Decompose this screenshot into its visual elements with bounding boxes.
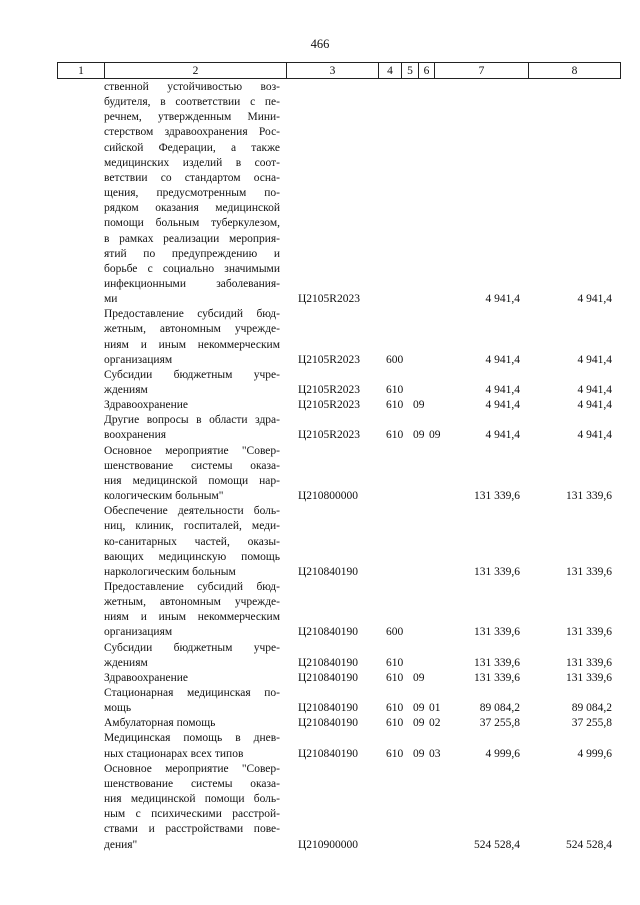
row-value-8: 4 941,4 — [577, 383, 612, 396]
row-name-line: Здравоохранение — [104, 399, 189, 412]
row-name — [104, 686, 280, 716]
row-value-8: 4 941,4 — [577, 353, 612, 366]
row-name-line: наркологическим больным — [104, 565, 236, 578]
table-row — [0, 504, 640, 580]
row-value-8: 524 528,4 — [566, 838, 612, 851]
row-name-line: Другие вопросы в области здра- — [104, 414, 280, 427]
row-name-line: ствами и расстройствами пове- — [104, 823, 280, 836]
row-col-4: 610 — [386, 399, 404, 412]
row-name-line: медицинских изделий в соот- — [104, 156, 280, 169]
row-value-8: 4 999,6 — [577, 747, 612, 760]
row-value-8: 131 339,6 — [566, 626, 612, 639]
table-row — [0, 731, 640, 761]
table-row — [0, 686, 640, 716]
row-code: Ц210840190 — [298, 565, 359, 578]
row-name — [104, 307, 280, 368]
row-name — [104, 444, 280, 505]
row-name-line: ждениям — [104, 656, 148, 669]
row-value-7: 4 941,4 — [485, 293, 520, 306]
row-name-line: Обеспечение деятельности боль- — [104, 505, 280, 518]
row-name-line: Предоставление субсидий бюд- — [104, 308, 280, 321]
table-row — [0, 716, 640, 731]
row-name-line: ждениям — [104, 384, 148, 396]
row-value-7: 524 528,4 — [474, 838, 520, 851]
row-name-line: организациям — [104, 353, 173, 366]
row-code: Ц210840190 — [298, 656, 359, 669]
row-col-6: 02 — [429, 717, 441, 730]
row-code: Ц2105R2023 — [298, 293, 360, 306]
row-name-line: ния медицинской помощи нар- — [104, 474, 280, 487]
row-name — [104, 716, 280, 731]
row-value-7: 131 339,6 — [474, 656, 520, 669]
row-name-line: Субсидии бюджетным учре- — [104, 368, 280, 381]
row-code: Ц210840190 — [298, 671, 359, 684]
row-name-line: ветствии со стандартом осна- — [104, 171, 280, 184]
row-value-8: 131 339,6 — [566, 490, 612, 503]
table-row — [0, 762, 640, 853]
row-name-line: жетным, автономным учрежде- — [104, 323, 280, 336]
header-col-1: 1 — [58, 63, 105, 79]
row-value-7: 4 999,6 — [485, 747, 520, 760]
row-name-line: Основное мероприятие "Совер- — [104, 762, 280, 775]
header-col-3: 3 — [287, 63, 379, 79]
row-value-7: 131 339,6 — [474, 490, 520, 503]
row-name-line: ных стационарах всех типов — [104, 747, 244, 760]
header-col-5: 5 — [402, 63, 419, 79]
table-row — [0, 80, 640, 307]
row-value-7: 4 941,4 — [485, 353, 520, 366]
row-name-line: Основное мероприятие "Совер- — [104, 444, 280, 457]
table-row — [0, 368, 640, 398]
row-name — [104, 368, 280, 398]
row-code: Ц210800000 — [298, 490, 359, 503]
header-col-8: 8 — [529, 63, 621, 79]
row-col-5: 09 — [413, 702, 425, 715]
row-value-7: 37 255,8 — [479, 717, 520, 730]
row-col-4: 610 — [386, 671, 404, 684]
table-row — [0, 307, 640, 368]
row-name-line: ко-санитарных частей, оказы- — [104, 535, 280, 548]
row-name-line: Амбулаторная помощь — [104, 717, 216, 730]
row-name — [104, 671, 280, 686]
row-name — [104, 731, 280, 761]
header-col-4: 4 — [379, 63, 402, 79]
row-name-line: стерством здравоохранения Рос- — [104, 126, 280, 139]
row-value-8: 131 339,6 — [566, 656, 612, 669]
row-name-line: помощи больным туберкулезом, — [104, 217, 280, 230]
row-name-line: воохранения — [104, 429, 167, 442]
row-col-5: 09 — [413, 717, 425, 730]
row-name — [104, 413, 280, 443]
row-value-8: 131 339,6 — [566, 671, 612, 684]
row-col-4: 600 — [386, 626, 404, 639]
row-name-line: вающих медицинскую помощь — [104, 550, 280, 563]
row-col-4: 610 — [386, 702, 404, 715]
row-name-line: ми — [104, 293, 118, 306]
row-value-8: 4 941,4 — [577, 429, 612, 442]
row-col-4: 610 — [386, 429, 404, 442]
header-col-6: 6 — [419, 63, 435, 79]
header-col-7: 7 — [435, 63, 529, 79]
table-row — [0, 444, 640, 505]
row-value-8: 131 339,6 — [566, 565, 612, 578]
row-code: Ц210840190 — [298, 717, 359, 730]
row-name — [104, 504, 280, 580]
row-value-7: 131 339,6 — [474, 626, 520, 639]
row-code: Ц2105R2023 — [298, 429, 360, 442]
row-col-4: 610 — [386, 747, 404, 760]
row-name-line: инфекционными заболевания- — [104, 278, 280, 291]
row-value-8: 37 255,8 — [571, 717, 612, 730]
row-name-line: Субсидии бюджетным учре- — [104, 641, 280, 654]
row-name-line: шенствование системы оказа- — [104, 459, 280, 472]
table-row — [0, 580, 640, 641]
row-col-6: 03 — [429, 747, 441, 760]
row-col-5: 09 — [413, 671, 425, 684]
row-name-line: щения, предусмотренным по- — [104, 187, 280, 200]
row-code: Ц2105R2023 — [298, 353, 360, 366]
row-name-line: речнем, утвержденным Мини- — [104, 111, 280, 124]
row-name-line: будителя, в соответствии с пе- — [104, 96, 280, 109]
row-name-line: борьбе с социально значимыми — [104, 262, 280, 275]
row-name-line: ниям и иным некоммерческим — [104, 338, 280, 351]
table-row — [0, 413, 640, 443]
row-name-line: ятий по предупреждению и — [104, 247, 280, 260]
row-value-7: 4 941,4 — [485, 383, 520, 396]
row-col-5: 09 — [413, 747, 425, 760]
row-code: Ц210900000 — [298, 838, 359, 851]
row-name-line: ния медицинской помощи боль- — [104, 793, 280, 806]
row-name-line: мощь — [104, 702, 132, 715]
row-code: Ц210840190 — [298, 747, 359, 760]
row-name — [104, 80, 280, 307]
row-code: Ц2105R2023 — [298, 399, 360, 412]
row-code: Ц210840190 — [298, 702, 359, 715]
row-name — [104, 641, 280, 671]
row-col-6: 01 — [429, 702, 441, 715]
row-name — [104, 580, 280, 641]
row-name-line: ным с психическими расстрой- — [104, 808, 280, 821]
row-value-7: 89 084,2 — [479, 702, 520, 715]
row-value-8: 4 941,4 — [577, 293, 612, 306]
table-row — [0, 671, 640, 686]
header-col-2: 2 — [105, 63, 287, 79]
row-name-line: кологическим больным" — [104, 490, 224, 503]
row-name-line: в рамках реализации мероприя- — [104, 232, 280, 245]
row-name-line: жетным, автономным учрежде- — [104, 596, 280, 609]
row-value-8: 4 941,4 — [577, 399, 612, 412]
row-value-7: 131 339,6 — [474, 671, 520, 684]
row-name — [104, 398, 280, 413]
row-col-4: 600 — [386, 353, 404, 366]
row-name-line: организациям — [104, 626, 173, 639]
table-row — [0, 641, 640, 671]
row-code: Ц2105R2023 — [298, 383, 360, 396]
row-name-line: сийской Федерации, а также — [104, 141, 280, 154]
row-value-7: 4 941,4 — [485, 429, 520, 442]
row-name-line: ниям и иным некоммерческим — [104, 611, 280, 624]
row-name-line: дения" — [104, 838, 138, 851]
row-name-line: Здравоохранение — [104, 671, 189, 684]
row-name-line: Предоставление субсидий бюд- — [104, 580, 280, 593]
row-name — [104, 762, 280, 853]
row-code: Ц210840190 — [298, 626, 359, 639]
row-col-4: 610 — [386, 717, 404, 730]
row-col-5: 09 — [413, 429, 425, 442]
row-name-line: Стационарная медицинская по- — [104, 687, 280, 699]
row-value-8: 89 084,2 — [571, 702, 612, 715]
row-col-6: 09 — [429, 429, 441, 442]
row-name-line: шенствование системы оказа- — [104, 777, 280, 790]
row-col-4: 610 — [386, 656, 404, 669]
row-name-line: ниц, клиник, госпиталей, меди- — [104, 520, 280, 533]
row-value-7: 4 941,4 — [485, 399, 520, 412]
row-col-4: 610 — [386, 383, 404, 396]
table-row — [0, 398, 640, 413]
row-name-line: рядком оказания медицинской — [104, 202, 280, 215]
row-value-7: 131 339,6 — [474, 565, 520, 578]
row-name-line: ственной устойчивостью воз- — [104, 81, 280, 93]
row-col-5: 09 — [413, 399, 425, 412]
table-header — [57, 62, 621, 79]
row-name-line: Медицинская помощь в днев- — [104, 732, 280, 745]
page-number: 466 — [310, 37, 330, 51]
